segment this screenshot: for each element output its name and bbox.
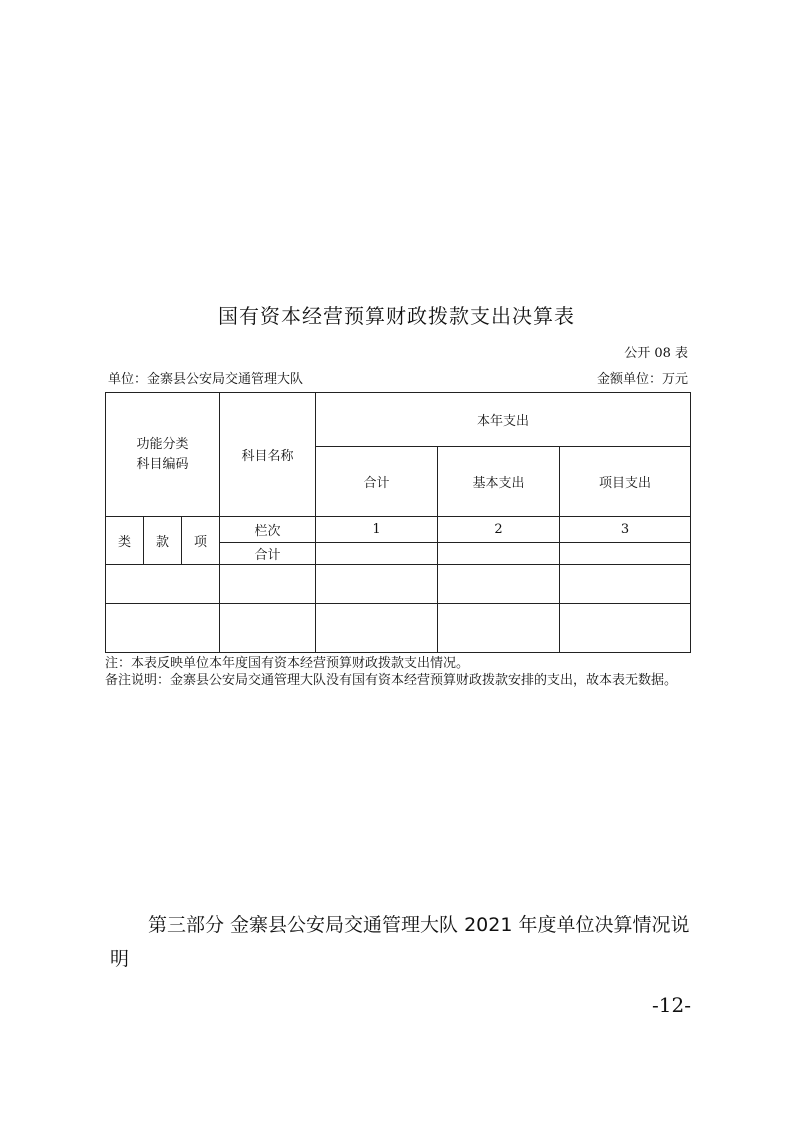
table-cell [316, 565, 438, 604]
table-cell [220, 565, 316, 604]
table-cell [106, 565, 220, 604]
lei-header: 类 [106, 517, 144, 565]
unit-label: 单位：金寨县公安局交通管理大队 [108, 372, 304, 387]
total-header: 合计 [316, 447, 438, 517]
table-row [106, 604, 691, 653]
table-row [106, 565, 691, 604]
table-cell [438, 543, 560, 565]
xiang-header: 项 [182, 517, 220, 565]
column-no-3: 3 [560, 517, 691, 543]
table-cell [316, 604, 438, 653]
form-number: 公开 08 表 [624, 346, 688, 361]
basic-expense-header: 基本支出 [438, 447, 560, 517]
table-cell [560, 565, 691, 604]
table-cell [316, 543, 438, 565]
kuan-header: 款 [144, 517, 182, 565]
table-cell [220, 604, 316, 653]
table-remark: 备注说明：金寨县公安局交通管理大队没有国有资本经营预算财政拨款安排的支出，故本表无数据。 [105, 673, 678, 688]
total-row-label: 合计 [220, 543, 316, 565]
expense-table [105, 392, 691, 653]
amount-unit-label: 金额单位：万元 [596, 372, 688, 387]
page-number: -12- [652, 993, 691, 1017]
column-no-1: 1 [316, 517, 438, 543]
table-note: 注：本表反映单位本年度国有资本经营预算财政拨款支出情况。 [105, 656, 470, 671]
page-title: 国有资本经营预算财政拨款支出决算表 [218, 304, 575, 328]
table-cell [438, 565, 560, 604]
table-cell [106, 604, 220, 653]
func-class-header [106, 393, 220, 517]
notes-block [105, 655, 695, 689]
subject-name-header: 科目名称 [220, 393, 316, 517]
table-cell [560, 604, 691, 653]
func-class-line2: 科目编码 [136, 456, 189, 472]
func-class-line1: 功能分类 [136, 436, 189, 452]
table-cell [438, 604, 560, 653]
section-heading: 第三部分 金寨县公安局交通管理大队 2021 年度单位决算情况说明 [110, 914, 690, 970]
current-year-expense-header: 本年支出 [316, 393, 691, 447]
project-expense-header: 项目支出 [560, 447, 691, 517]
column-no-2: 2 [438, 517, 560, 543]
column-no-label: 栏次 [220, 517, 316, 543]
table-cell [560, 543, 691, 565]
